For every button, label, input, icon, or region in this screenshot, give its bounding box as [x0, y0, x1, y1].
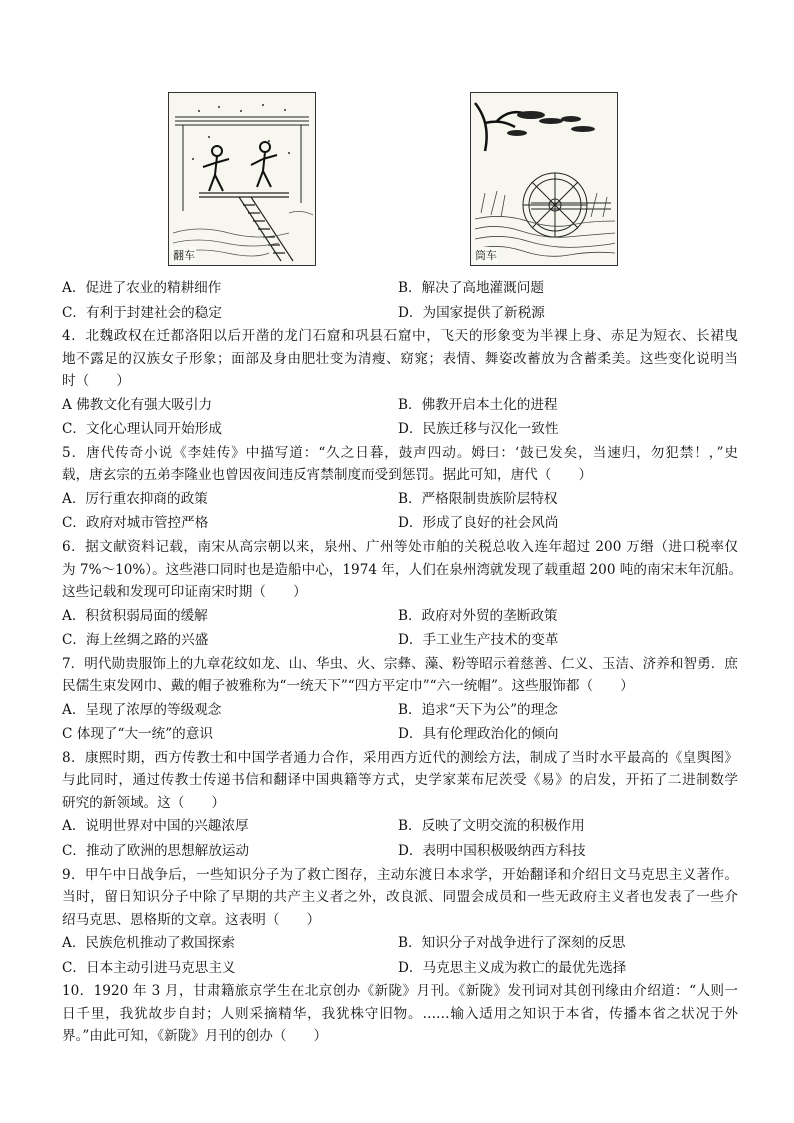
question-stem-line: 4．北魏政权在迁都洛阳以后开凿的龙门石窟和巩县石窟中，飞天的形象变为半裸上身、赤足为短衣、长裙曳: [62, 328, 738, 345]
option-d[interactable]: D．手工业生产技术的变革: [398, 632, 559, 649]
question-stem-line: 地不露足的汉族女子形象；面部及身由肥壮变为清瘦、窈窕；表情、舞姿改蓄放为含蓄柔美。这些变化说明当: [62, 350, 738, 367]
option-a[interactable]: A．说明世界对中国的兴趣浓厚: [62, 818, 249, 835]
question-stem-line: 7．明代勋贵服饰上的九章花纹如龙、山、华虫、火、宗彝、藻、粉等昭示着慈善、仁义、玉洁、济养和智勇．庶: [62, 655, 738, 672]
option-c[interactable]: C 体现了“大一统”的意识: [62, 726, 213, 743]
options-row: [62, 604, 738, 629]
option-a[interactable]: A．呈现了浓厚的等级观念: [62, 701, 222, 718]
option-a[interactable]: A．民族危机推动了救国探索: [62, 935, 235, 952]
question-stem-line: 当时，留日知识分子中除了早期的共产主义者之外，改良派、同盟会成员和一些无政府主义者也发表了一些介: [62, 889, 738, 906]
question-stem-line: 绍马克思、恩格斯的文章。这表明（ ）: [62, 911, 321, 928]
option-a[interactable]: A．促进了农业的精耕细作: [62, 280, 222, 296]
options-row: [62, 839, 738, 864]
question-stem-line: 载，唐玄宗的五弟李隆业也曾因夜间违反宵禁制度而受到惩罚。据此可知，唐代（ ）: [62, 467, 593, 484]
question-4: [62, 325, 738, 442]
option-c[interactable]: C．日本主动引进马克思主义: [62, 959, 236, 976]
option-c[interactable]: C．有利于封建社会的稳定: [62, 304, 222, 321]
options-row: [62, 301, 738, 326]
chain-pump-figure: [168, 92, 316, 266]
question-content: [62, 276, 743, 1048]
question-10: [62, 980, 738, 1048]
question-stem-line: 6．据文献资料记载，南宋从高宗朝以来，泉州、广州等处市舶的关税总收入连年超过 200 万缗（进口税率仅: [62, 539, 738, 556]
option-d[interactable]: D．表明中国积极吸纳西方科技: [398, 843, 586, 860]
chain-pump-illustration-icon: [169, 93, 315, 265]
question-stem-line: 日千里，我犹故步自封；人则采摘精华，我犹株守旧物。……输入适用之知识于本省，传播本省之状况于外: [62, 1005, 738, 1022]
option-a[interactable]: A 佛教文化有强大吸引力: [62, 396, 213, 413]
question-stem-line: 9．甲午中日战争后，一些知识分子为了救亡图存，主动东渡日本求学，开始翻译和介绍日文马克思主义著作。: [62, 866, 738, 883]
question-6: [62, 536, 743, 653]
option-b[interactable]: B．知识分子对战争进行了深刻的反思: [398, 935, 626, 952]
options-row: [62, 722, 738, 747]
question-stem-line: 时（ ）: [62, 373, 130, 390]
options-row: [62, 931, 738, 956]
water-wheel-figure: [470, 92, 618, 266]
figure-caption: 筒车: [475, 249, 497, 262]
figure-row: [0, 92, 794, 270]
options-row: [62, 417, 738, 442]
question-stem-line: 界。”由此可知，《新陇》月刊的创办（ ）: [62, 1028, 328, 1045]
options-row: [62, 276, 738, 301]
question-9: [62, 864, 738, 981]
option-b[interactable]: B．严格限制贵族阶层特权: [398, 490, 558, 507]
options-row: [62, 511, 738, 536]
option-b[interactable]: B．佛教开启本土化的进程: [398, 396, 558, 413]
option-c[interactable]: C．推动了欧洲的思想解放运动: [62, 843, 250, 860]
option-b[interactable]: B．反映了文明交流的积极作用: [398, 818, 585, 835]
option-d[interactable]: D．具有伦理政治化的倾向: [398, 726, 559, 743]
options-row: [62, 956, 738, 981]
question-stem-line: 与此同时，通过传教士传递书信和翻译中国典籍等方式，史学家莱布尼茨受《易》的启发，开拓了二进制数学: [62, 772, 738, 789]
option-d[interactable]: D．形成了良好的社会风尚: [398, 515, 559, 532]
question-stem-line: 研究的新领域。这（ ）: [62, 794, 226, 811]
option-c[interactable]: C．文化心理认同开始形成: [62, 421, 222, 438]
option-b[interactable]: B．政府对外贸的垄断政策: [398, 607, 558, 624]
option-d[interactable]: D．马克思主义成为救亡的最优先选择: [398, 959, 627, 976]
option-a[interactable]: A．积贫积弱局面的缓解: [62, 607, 208, 624]
option-c[interactable]: C．海上丝绸之路的兴盛: [62, 632, 209, 649]
question-stem-line: 10．1920 年 3 月，甘肃籍旅京学生在北京创办《新陇》月刊。《新陇》发刊词对其创刊缘由介绍道：“人则一: [62, 983, 738, 1000]
figure-caption: 翻车: [173, 249, 195, 262]
question-stem-line: 这些记载和发现可印证南宋时期（ ）: [62, 584, 307, 601]
option-b[interactable]: B．解决了高地灌溉问题: [398, 280, 544, 296]
question-stem-line: 民儒生束发网巾、戴的帽子被雅称为“一统天下”“四方平定巾”“六一统帽”。这些服饰都（ ）: [62, 678, 634, 695]
option-b[interactable]: B．追求“天下为公”的理念: [398, 701, 558, 718]
question-stem-line: 为 7%～10%）。这些港口同时也是造船中心，1974 年，人们在泉州湾就发现了载重超 200 吨的南宋末年沉船。: [62, 561, 743, 578]
options-row: [62, 698, 738, 723]
options-row: [62, 814, 738, 839]
question-7: [62, 653, 738, 747]
question-8: [62, 747, 738, 864]
option-d[interactable]: D．为国家提供了新税源: [398, 304, 545, 321]
option-a[interactable]: A．厉行重农抑商的政策: [62, 490, 208, 507]
options-row: [62, 628, 738, 653]
option-c[interactable]: C．政府对城市管控严格: [62, 515, 209, 532]
options-row: [62, 393, 738, 418]
question-stem-line: 8．康熙时期，西方传教士和中国学者通力合作，采用西方近代的测绘方法，制成了当时水平最高的《皇舆图》: [62, 749, 738, 766]
options-row: [62, 487, 738, 512]
water-wheel-illustration-icon: [471, 93, 617, 265]
question-stem-line: 5．唐代传奇小说《李娃传》中描写道：“久之日暮，鼓声四动。姆曰：‘鼓已发矣，当速归，勿犯禁！，”史: [62, 444, 738, 461]
question-5: [62, 442, 738, 536]
option-d[interactable]: D．民族迁移与汉化一致性: [398, 421, 559, 438]
